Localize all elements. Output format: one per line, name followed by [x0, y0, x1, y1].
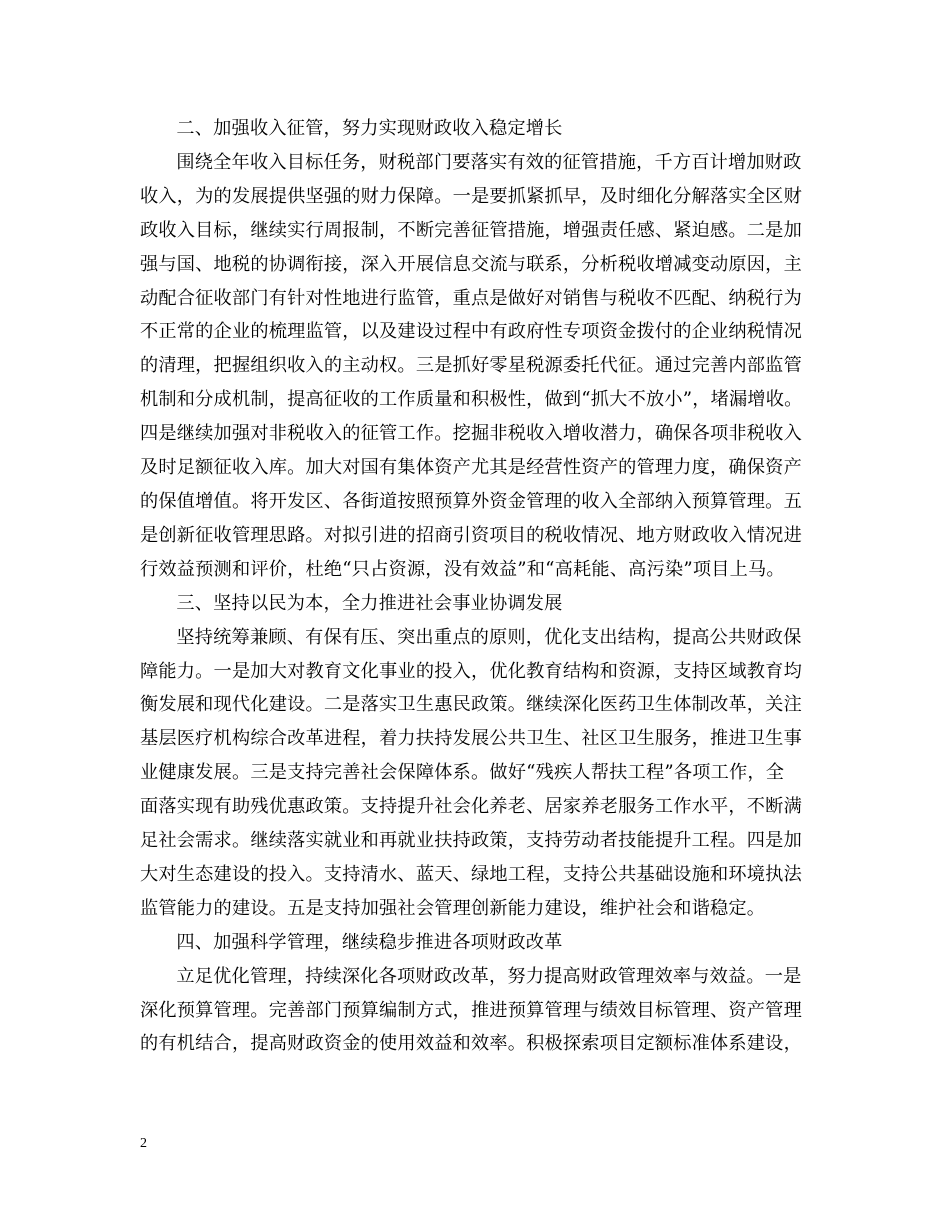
text-line: 坚持统筹兼顾、有保有压、突出重点的原则，优化支出结构，提高公共财政保 — [176, 626, 802, 648]
text-line: 强与国、地税的协调衔接，深入开展信息交流与联系，分析税收增减变动原因，主 — [140, 253, 802, 275]
paragraph-revenue — [140, 146, 824, 587]
paragraph-social — [140, 621, 824, 926]
text-line: 障能力。一是加大对教育文化事业的投入，优化教育结构和资源，支持区域教育均 — [140, 660, 802, 682]
text-line: 业健康发展。三是支持完善社会保障体系。做好“残疾人帮扶工程”各项工作，全 — [140, 762, 785, 784]
text-line: 深化预算管理。完善部门预算编制方式，推进预算管理与绩效目标管理、资产管理 — [140, 999, 802, 1021]
text-line: 基层医疗机构综合改革进程，着力扶持发展公共卫生、社区卫生服务，推进卫生事 — [140, 728, 802, 750]
section-heading-4 — [140, 926, 824, 960]
text-line: 的保值增值。将开发区、各街道按照预算外资金管理的收入全部纳入预算管理。五 — [140, 490, 802, 512]
text-line: 围绕全年收入目标任务，财税部门要落实有效的征管措施，千方百计增加财政 — [176, 151, 802, 173]
text-line: 收入，为的发展提供坚强的财力保障。一是要抓紧抓早，及时细化分解落实全区财 — [140, 185, 802, 207]
text-line: 监管能力的建设。五是支持加强社会管理创新能力建设，维护社会和谐稳定。 — [140, 897, 766, 919]
text-line: 四、加强科学管理，继续稳步推进各项财政改革 — [176, 931, 563, 953]
text-line: 行效益预测和评价，杜绝“只占资源，没有效益”和“高耗能、高污染”项目上马。 — [140, 558, 785, 580]
document-body — [140, 112, 824, 1061]
text-line: 动配合征收部门有针对性地进行监管，重点是做好对销售与税收不匹配、纳税行为 — [140, 287, 802, 309]
text-line: 足社会需求。继续落实就业和再就业扶持政策，支持劳动者技能提升工程。四是加 — [140, 830, 802, 852]
text-line: 政收入目标，继续实行周报制，不断完善征管措施，增强责任感、紧迫感。二是加 — [140, 219, 802, 241]
text-line: 二、加强收入征管，努力实现财政收入稳定增长 — [176, 118, 563, 139]
text-line: 及时足额征收入库。加大对国有集体资产尤其是经营性资产的管理力度，确保资产 — [140, 457, 802, 479]
section-heading-3 — [140, 587, 824, 621]
section-heading-2 — [140, 112, 824, 146]
text-line: 大对生态建设的投入。支持清水、蓝天、绿地工程，支持公共基础设施和环境执法 — [140, 863, 802, 885]
text-line: 衡发展和现代化建设。二是落实卫生惠民政策。继续深化医药卫生体制改革，关注 — [140, 694, 802, 716]
paragraph-reform — [140, 960, 824, 1062]
text-line: 机制和分成机制，提高征收的工作质量和积极性，做到“抓大不放小”，堵漏增收。 — [140, 389, 803, 411]
page-number: 2 — [140, 1136, 147, 1151]
text-line: 三、坚持以民为本，全力推进社会事业协调发展 — [176, 592, 563, 614]
text-line: 不正常的企业的梳理监管，以及建设过程中有政府性专项资金拨付的企业纳税情况 — [140, 321, 802, 343]
text-line: 立足优化管理，持续深化各项财政改革，努力提高财政管理效率与效益。一是 — [176, 965, 802, 987]
text-line: 的有机结合，提高财政资金的使用效益和效率。积极探索项目定额标准体系建设， — [140, 1033, 802, 1055]
text-line: 的清理，把握组织收入的主动权。三是抓好零星税源委托代征。通过完善内部监管 — [140, 355, 802, 377]
text-line: 面落实现有助残优惠政策。支持提升社会化养老、居家养老服务工作水平，不断满 — [140, 796, 802, 818]
text-line: 四是继续加强对非税收入的征管工作。挖掘非税收入增收潜力，确保各项非税收入 — [140, 423, 802, 445]
text-line: 是创新征收管理思路。对拟引进的招商引资项目的税收情况、地方财政收入情况进 — [140, 524, 802, 546]
